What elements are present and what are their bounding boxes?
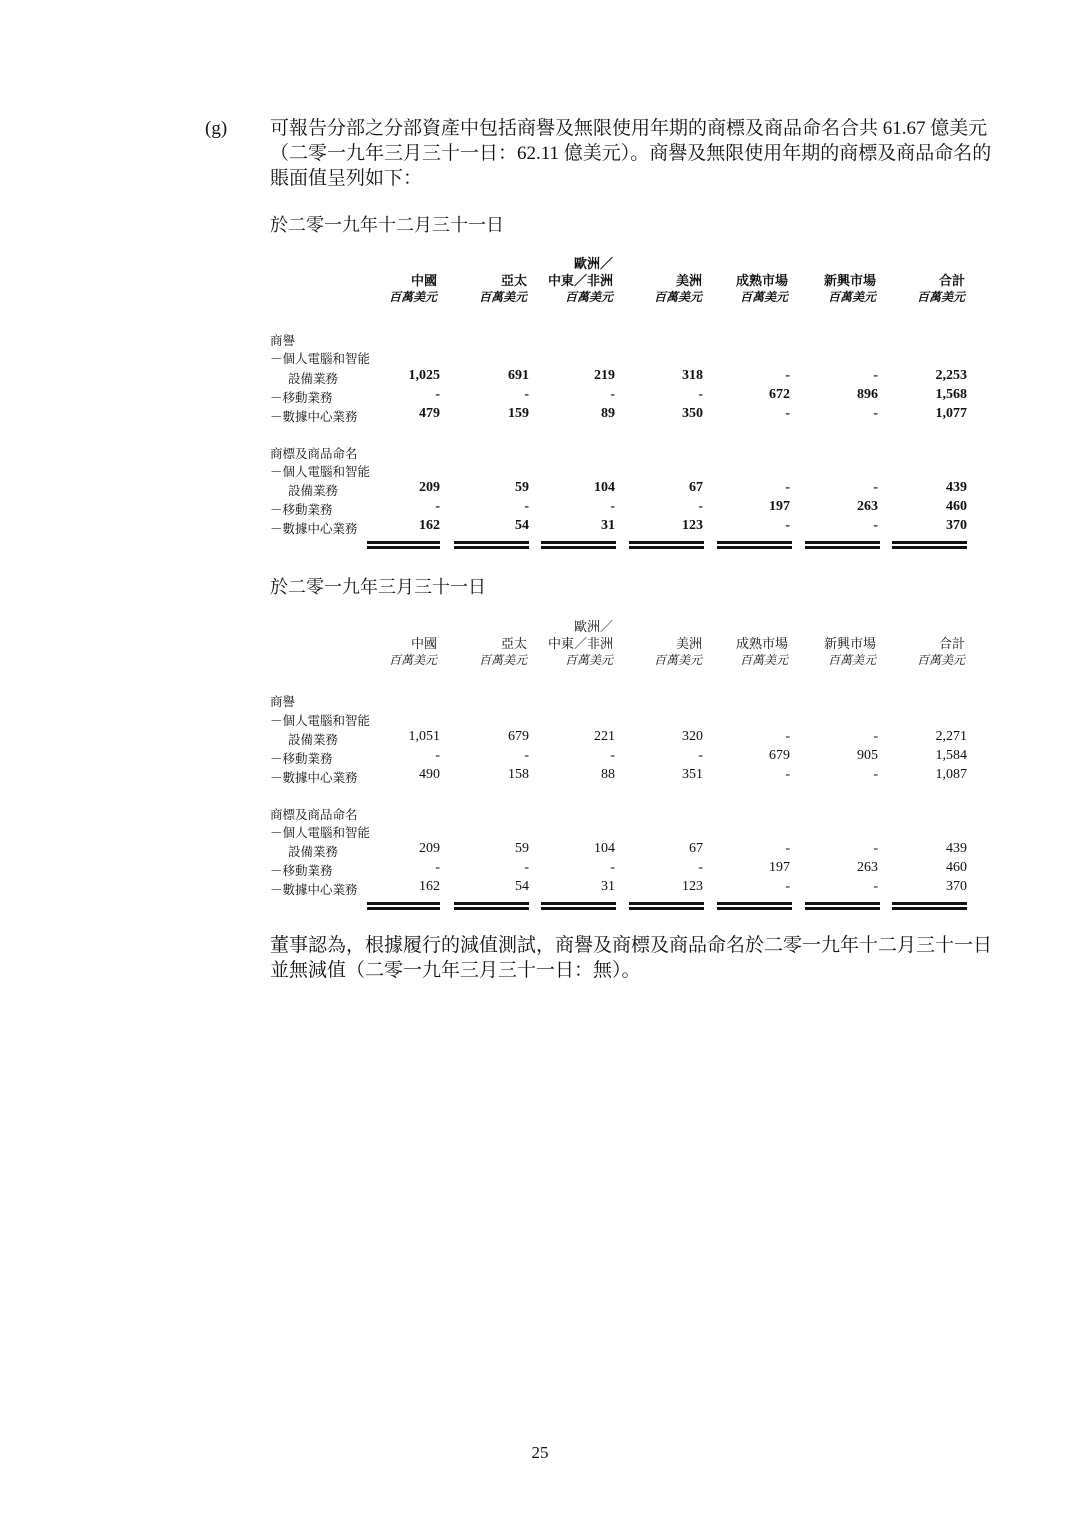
table-cell: - <box>873 841 878 856</box>
table-cell: 197 <box>769 860 790 875</box>
table-cell: 219 <box>594 368 615 383</box>
table-cell: - <box>698 499 703 514</box>
row-label-top: －個人電腦和智能 <box>270 465 371 479</box>
table-cell: 1,568 <box>935 387 967 402</box>
table-cell: - <box>785 368 790 383</box>
table-cell: 905 <box>857 748 878 763</box>
column-header: 成熟市場 百萬美元 <box>735 273 788 304</box>
intro-paragraph <box>270 116 990 191</box>
row-label: －數據中心業務 <box>270 771 358 785</box>
table-cell: - <box>524 387 529 402</box>
table-cell: 67 <box>689 480 703 495</box>
table-cell: - <box>873 767 878 782</box>
table-cell: - <box>698 860 703 875</box>
column-header: 合計 百萬美元 <box>916 636 965 667</box>
table-cell: 59 <box>515 480 529 495</box>
table-cell: 88 <box>601 767 615 782</box>
table-cell: - <box>785 518 790 533</box>
row-label: －移動業務 <box>270 864 333 878</box>
table-cell: 2,271 <box>935 729 967 744</box>
conclusion-line: 董事認為，根據履行的減值測試，商譽及商標及商品命名於二零一九年十二月三十一日 <box>270 935 993 956</box>
row-label-top: －個人電腦和智能 <box>270 352 371 366</box>
column-header: 亞太 百萬美元 <box>478 273 527 304</box>
column-header: 成熟市場 百萬美元 <box>735 636 788 667</box>
table-cell: 351 <box>682 767 703 782</box>
table-cell: 679 <box>508 729 529 744</box>
table-cell: - <box>873 518 878 533</box>
group-title: 商標及商品命名 <box>270 447 358 461</box>
double-underline <box>629 541 704 549</box>
table-cell: 2,253 <box>935 368 967 383</box>
row-label: 設備業務 <box>288 733 339 747</box>
table-cell: - <box>610 387 615 402</box>
column-header: 美洲 百萬美元 <box>653 636 702 667</box>
table-cell: 159 <box>508 406 529 421</box>
column-header: 歐洲／ 中東／非洲 百萬美元 <box>547 256 613 304</box>
double-underline <box>892 902 967 910</box>
table-cell: 460 <box>946 499 967 514</box>
conclusion-paragraph <box>270 933 993 983</box>
double-underline <box>541 541 616 549</box>
column-header: 合計 百萬美元 <box>916 273 965 304</box>
table-cell: - <box>435 387 440 402</box>
double-underline <box>805 902 880 910</box>
row-label: －移動業務 <box>270 391 333 405</box>
table-cell: - <box>435 748 440 763</box>
column-header: 新興市場 百萬美元 <box>823 273 876 304</box>
row-label: －移動業務 <box>270 752 333 766</box>
table-cell: - <box>785 767 790 782</box>
table-cell: 370 <box>946 518 967 533</box>
table-cell: 89 <box>601 406 615 421</box>
table-cell: 370 <box>946 879 967 894</box>
double-underline <box>717 902 792 910</box>
table-cell: 54 <box>515 518 529 533</box>
row-label: －數據中心業務 <box>270 883 358 897</box>
intro-line: 賬面值呈列如下： <box>270 168 423 189</box>
table-cell: 350 <box>682 406 703 421</box>
table-cell: 1,051 <box>408 729 440 744</box>
table-heading: 於二零一九年三月三十一日 <box>270 577 486 597</box>
table-cell: 320 <box>682 729 703 744</box>
table-cell: - <box>873 480 878 495</box>
table-cell: 104 <box>594 480 615 495</box>
table-cell: - <box>524 860 529 875</box>
double-underline <box>805 541 880 549</box>
table-cell: 209 <box>419 841 440 856</box>
row-label: －移動業務 <box>270 503 333 517</box>
table-heading: 於二零一九年十二月三十一日 <box>270 215 504 235</box>
table-cell: 59 <box>515 841 529 856</box>
table-cell: 672 <box>769 387 790 402</box>
table-cell: 896 <box>857 387 878 402</box>
table-cell: 460 <box>946 860 967 875</box>
table-cell: 1,077 <box>935 406 967 421</box>
table-cell: 197 <box>769 499 790 514</box>
table-cell: 158 <box>508 767 529 782</box>
column-header: 亞太 百萬美元 <box>478 636 527 667</box>
table-cell: 221 <box>594 729 615 744</box>
table-cell: 123 <box>682 879 703 894</box>
table-cell: 54 <box>515 879 529 894</box>
table-cell: 1,025 <box>408 368 440 383</box>
table-cell: - <box>524 748 529 763</box>
row-label: 設備業務 <box>288 484 339 498</box>
table-cell: 123 <box>682 518 703 533</box>
row-label: －數據中心業務 <box>270 522 358 536</box>
table-cell: 67 <box>689 841 703 856</box>
table-cell: - <box>785 406 790 421</box>
intro-line: （二零一九年三月三十一日：62.11 億美元）。商譽及無限使用年期的商標及商品命名的 <box>270 143 992 164</box>
table-cell: 679 <box>769 748 790 763</box>
table-cell: - <box>435 860 440 875</box>
table-cell: - <box>435 499 440 514</box>
double-underline <box>541 902 616 910</box>
table-cell: 263 <box>857 860 878 875</box>
column-header: 中國 百萬美元 <box>388 636 437 667</box>
row-label: 設備業務 <box>288 845 339 859</box>
table-cell: 318 <box>682 368 703 383</box>
double-underline <box>367 902 440 910</box>
double-underline <box>892 541 967 549</box>
table-cell: - <box>873 368 878 383</box>
intro-line: 可報告分部之分部資產中包括商譽及無限使用年期的商標及商品命名合共 61.67 億美元 <box>270 118 988 139</box>
column-header: 新興市場 百萬美元 <box>823 636 876 667</box>
double-underline <box>717 541 792 549</box>
table-cell: 104 <box>594 841 615 856</box>
page-number: 25 <box>531 1443 549 1462</box>
row-label-top: －個人電腦和智能 <box>270 826 371 840</box>
table-cell: - <box>785 841 790 856</box>
table-cell: - <box>785 879 790 894</box>
table-cell: 1,584 <box>935 748 967 763</box>
table-cell: 439 <box>946 841 967 856</box>
table-cell: - <box>873 879 878 894</box>
table-cell: 31 <box>601 879 615 894</box>
table-cell: 479 <box>419 406 440 421</box>
group-title: 商譽 <box>270 695 296 709</box>
table-cell: - <box>698 748 703 763</box>
group-title: 商譽 <box>270 334 296 348</box>
table-cell: 263 <box>857 499 878 514</box>
table-cell: 162 <box>419 518 440 533</box>
double-underline <box>629 902 704 910</box>
double-underline <box>454 541 529 549</box>
double-underline <box>454 902 529 910</box>
table-cell: 439 <box>946 480 967 495</box>
conclusion-line: 並無減值（二零一九年三月三十一日：無）。 <box>270 960 641 981</box>
table-cell: 490 <box>419 767 440 782</box>
table-cell: - <box>785 729 790 744</box>
row-label: －數據中心業務 <box>270 410 358 424</box>
column-header: 中國 百萬美元 <box>388 273 437 304</box>
row-label: 設備業務 <box>288 372 339 386</box>
double-underline <box>367 541 440 549</box>
table-cell: - <box>610 860 615 875</box>
column-header: 歐洲／ 中東／非洲 百萬美元 <box>547 619 613 667</box>
table-cell: - <box>873 729 878 744</box>
table-cell: 209 <box>419 480 440 495</box>
table-cell: 691 <box>508 368 529 383</box>
group-title: 商標及商品命名 <box>270 808 358 822</box>
table-cell: 31 <box>601 518 615 533</box>
column-header: 美洲 百萬美元 <box>653 273 702 304</box>
table-cell: - <box>785 480 790 495</box>
table-cell: - <box>698 387 703 402</box>
table-cell: - <box>524 499 529 514</box>
section-marker: (g) <box>205 118 228 139</box>
row-label-top: －個人電腦和智能 <box>270 714 371 728</box>
table-cell: - <box>873 406 878 421</box>
table-cell: 1,087 <box>935 767 967 782</box>
table-cell: - <box>610 748 615 763</box>
table-cell: 162 <box>419 879 440 894</box>
table-cell: - <box>610 499 615 514</box>
